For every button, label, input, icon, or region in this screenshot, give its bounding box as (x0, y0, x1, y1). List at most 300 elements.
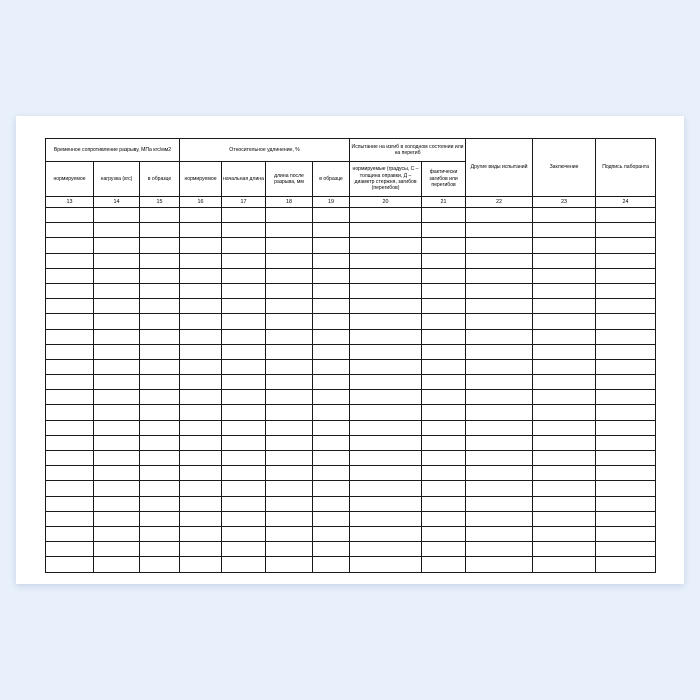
table-cell[interactable] (180, 238, 222, 253)
table-cell[interactable] (46, 253, 94, 268)
table-cell[interactable] (140, 359, 180, 374)
table-cell[interactable] (533, 526, 596, 541)
table-cell[interactable] (466, 557, 533, 572)
table-cell[interactable] (94, 359, 140, 374)
table-cell[interactable] (466, 511, 533, 526)
table-cell[interactable] (466, 283, 533, 298)
table-cell[interactable] (266, 481, 313, 496)
table-cell[interactable] (222, 375, 266, 390)
table-cell[interactable] (422, 375, 466, 390)
table-cell[interactable] (46, 526, 94, 541)
table-cell[interactable] (313, 420, 350, 435)
table-cell[interactable] (180, 496, 222, 511)
table-row[interactable] (46, 268, 656, 283)
table-row[interactable] (46, 557, 656, 572)
table-row[interactable] (46, 375, 656, 390)
table-cell[interactable] (180, 344, 222, 359)
table-cell[interactable] (266, 526, 313, 541)
table-cell[interactable] (140, 526, 180, 541)
table-cell[interactable] (533, 405, 596, 420)
table-cell[interactable] (596, 208, 656, 223)
table-cell[interactable] (533, 329, 596, 344)
table-cell[interactable] (533, 314, 596, 329)
table-cell[interactable] (533, 496, 596, 511)
table-cell[interactable] (266, 542, 313, 557)
table-cell[interactable] (222, 496, 266, 511)
table-cell[interactable] (222, 481, 266, 496)
table-cell[interactable] (350, 344, 422, 359)
table-cell[interactable] (533, 451, 596, 466)
table-cell[interactable] (222, 268, 266, 283)
table-cell[interactable] (533, 375, 596, 390)
table-cell[interactable] (350, 268, 422, 283)
table-cell[interactable] (313, 208, 350, 223)
table-cell[interactable] (180, 299, 222, 314)
table-cell[interactable] (140, 299, 180, 314)
table-row[interactable] (46, 526, 656, 541)
table-cell[interactable] (94, 435, 140, 450)
table-cell[interactable] (180, 329, 222, 344)
table-cell[interactable] (422, 344, 466, 359)
table-row[interactable] (46, 344, 656, 359)
table-cell[interactable] (46, 481, 94, 496)
table-cell[interactable] (313, 314, 350, 329)
table-cell[interactable] (266, 557, 313, 572)
table-cell[interactable] (46, 405, 94, 420)
table-row[interactable] (46, 329, 656, 344)
table-row[interactable] (46, 314, 656, 329)
table-cell[interactable] (596, 238, 656, 253)
table-cell[interactable] (313, 466, 350, 481)
table-cell[interactable] (94, 299, 140, 314)
table-row[interactable] (46, 208, 656, 223)
table-cell[interactable] (222, 238, 266, 253)
table-cell[interactable] (46, 299, 94, 314)
table-cell[interactable] (222, 208, 266, 223)
table-cell[interactable] (313, 557, 350, 572)
table-cell[interactable] (466, 375, 533, 390)
table-cell[interactable] (140, 223, 180, 238)
table-cell[interactable] (533, 511, 596, 526)
table-cell[interactable] (140, 329, 180, 344)
table-cell[interactable] (46, 390, 94, 405)
table-cell[interactable] (596, 496, 656, 511)
table-cell[interactable] (350, 435, 422, 450)
table-cell[interactable] (533, 299, 596, 314)
table-cell[interactable] (140, 253, 180, 268)
table-cell[interactable] (422, 268, 466, 283)
table-cell[interactable] (422, 466, 466, 481)
table-cell[interactable] (46, 359, 94, 374)
table-cell[interactable] (46, 542, 94, 557)
table-cell[interactable] (350, 466, 422, 481)
table-cell[interactable] (180, 420, 222, 435)
table-cell[interactable] (313, 405, 350, 420)
table-cell[interactable] (466, 314, 533, 329)
table-cell[interactable] (350, 208, 422, 223)
table-cell[interactable] (94, 526, 140, 541)
table-cell[interactable] (266, 359, 313, 374)
table-cell[interactable] (266, 223, 313, 238)
table-cell[interactable] (596, 359, 656, 374)
table-cell[interactable] (466, 451, 533, 466)
table-cell[interactable] (422, 451, 466, 466)
table-cell[interactable] (46, 496, 94, 511)
table-cell[interactable] (422, 496, 466, 511)
table-cell[interactable] (596, 526, 656, 541)
table-cell[interactable] (350, 314, 422, 329)
table-cell[interactable] (422, 420, 466, 435)
table-row[interactable] (46, 223, 656, 238)
table-cell[interactable] (94, 496, 140, 511)
table-cell[interactable] (180, 253, 222, 268)
table-cell[interactable] (596, 435, 656, 450)
table-cell[interactable] (422, 283, 466, 298)
table-cell[interactable] (422, 299, 466, 314)
table-row[interactable] (46, 420, 656, 435)
table-cell[interactable] (596, 511, 656, 526)
table-cell[interactable] (266, 496, 313, 511)
table-cell[interactable] (94, 375, 140, 390)
table-cell[interactable] (140, 420, 180, 435)
table-cell[interactable] (596, 375, 656, 390)
table-cell[interactable] (140, 283, 180, 298)
table-cell[interactable] (313, 435, 350, 450)
table-cell[interactable] (222, 542, 266, 557)
table-cell[interactable] (533, 390, 596, 405)
table-cell[interactable] (46, 466, 94, 481)
table-cell[interactable] (94, 223, 140, 238)
table-cell[interactable] (94, 451, 140, 466)
table-cell[interactable] (222, 253, 266, 268)
table-cell[interactable] (313, 253, 350, 268)
table-cell[interactable] (466, 496, 533, 511)
table-cell[interactable] (140, 466, 180, 481)
table-row[interactable] (46, 253, 656, 268)
table-cell[interactable] (140, 375, 180, 390)
table-cell[interactable] (466, 329, 533, 344)
table-row[interactable] (46, 435, 656, 450)
table-cell[interactable] (533, 223, 596, 238)
table-cell[interactable] (466, 435, 533, 450)
table-cell[interactable] (140, 496, 180, 511)
table-cell[interactable] (596, 390, 656, 405)
table-cell[interactable] (596, 223, 656, 238)
table-cell[interactable] (46, 451, 94, 466)
table-cell[interactable] (222, 283, 266, 298)
table-cell[interactable] (140, 481, 180, 496)
table-cell[interactable] (313, 526, 350, 541)
table-cell[interactable] (596, 451, 656, 466)
table-cell[interactable] (422, 253, 466, 268)
table-cell[interactable] (596, 314, 656, 329)
table-cell[interactable] (533, 208, 596, 223)
table-cell[interactable] (94, 481, 140, 496)
table-cell[interactable] (222, 329, 266, 344)
table-cell[interactable] (46, 283, 94, 298)
table-cell[interactable] (266, 208, 313, 223)
table-cell[interactable] (46, 329, 94, 344)
table-cell[interactable] (313, 238, 350, 253)
table-cell[interactable] (222, 451, 266, 466)
table-cell[interactable] (222, 299, 266, 314)
table-row[interactable] (46, 238, 656, 253)
table-cell[interactable] (222, 526, 266, 541)
table-cell[interactable] (422, 329, 466, 344)
table-cell[interactable] (596, 481, 656, 496)
table-cell[interactable] (94, 344, 140, 359)
table-cell[interactable] (140, 314, 180, 329)
table-cell[interactable] (266, 451, 313, 466)
table-row[interactable] (46, 390, 656, 405)
table-cell[interactable] (140, 208, 180, 223)
table-cell[interactable] (46, 420, 94, 435)
table-cell[interactable] (140, 405, 180, 420)
table-cell[interactable] (350, 238, 422, 253)
table-cell[interactable] (350, 420, 422, 435)
table-cell[interactable] (350, 451, 422, 466)
table-cell[interactable] (466, 253, 533, 268)
table-cell[interactable] (266, 375, 313, 390)
table-cell[interactable] (596, 253, 656, 268)
table-cell[interactable] (350, 283, 422, 298)
table-cell[interactable] (46, 557, 94, 572)
table-cell[interactable] (313, 542, 350, 557)
table-cell[interactable] (46, 344, 94, 359)
table-cell[interactable] (533, 435, 596, 450)
table-cell[interactable] (94, 238, 140, 253)
table-cell[interactable] (466, 344, 533, 359)
table-cell[interactable] (350, 481, 422, 496)
table-cell[interactable] (596, 329, 656, 344)
table-cell[interactable] (222, 420, 266, 435)
table-cell[interactable] (180, 542, 222, 557)
table-cell[interactable] (94, 542, 140, 557)
table-cell[interactable] (266, 420, 313, 435)
table-cell[interactable] (94, 511, 140, 526)
table-cell[interactable] (180, 451, 222, 466)
table-cell[interactable] (222, 435, 266, 450)
table-cell[interactable] (94, 314, 140, 329)
table-cell[interactable] (350, 359, 422, 374)
table-cell[interactable] (46, 435, 94, 450)
table-cell[interactable] (533, 238, 596, 253)
table-cell[interactable] (466, 238, 533, 253)
table-cell[interactable] (533, 466, 596, 481)
table-cell[interactable] (180, 359, 222, 374)
table-cell[interactable] (422, 223, 466, 238)
table-cell[interactable] (466, 466, 533, 481)
table-cell[interactable] (46, 208, 94, 223)
table-cell[interactable] (266, 299, 313, 314)
table-cell[interactable] (94, 268, 140, 283)
table-cell[interactable] (180, 466, 222, 481)
table-cell[interactable] (140, 451, 180, 466)
table-cell[interactable] (180, 375, 222, 390)
table-cell[interactable] (266, 466, 313, 481)
table-cell[interactable] (533, 283, 596, 298)
table-cell[interactable] (140, 238, 180, 253)
table-cell[interactable] (46, 268, 94, 283)
table-cell[interactable] (466, 542, 533, 557)
table-cell[interactable] (46, 223, 94, 238)
table-cell[interactable] (94, 466, 140, 481)
table-cell[interactable] (596, 405, 656, 420)
table-cell[interactable] (350, 542, 422, 557)
table-row[interactable] (46, 542, 656, 557)
table-cell[interactable] (596, 542, 656, 557)
table-cell[interactable] (222, 466, 266, 481)
table-cell[interactable] (140, 511, 180, 526)
table-cell[interactable] (266, 511, 313, 526)
table-cell[interactable] (94, 420, 140, 435)
table-cell[interactable] (422, 557, 466, 572)
table-cell[interactable] (266, 329, 313, 344)
table-row[interactable] (46, 496, 656, 511)
table-cell[interactable] (222, 405, 266, 420)
table-cell[interactable] (180, 511, 222, 526)
table-cell[interactable] (266, 253, 313, 268)
table-cell[interactable] (180, 435, 222, 450)
table-cell[interactable] (466, 223, 533, 238)
table-row[interactable] (46, 451, 656, 466)
table-cell[interactable] (422, 238, 466, 253)
table-cell[interactable] (140, 435, 180, 450)
table-cell[interactable] (266, 238, 313, 253)
table-cell[interactable] (422, 481, 466, 496)
table-cell[interactable] (94, 329, 140, 344)
table-cell[interactable] (350, 557, 422, 572)
table-cell[interactable] (313, 390, 350, 405)
table-cell[interactable] (350, 329, 422, 344)
table-cell[interactable] (313, 299, 350, 314)
table-cell[interactable] (180, 557, 222, 572)
table-cell[interactable] (140, 542, 180, 557)
table-cell[interactable] (94, 283, 140, 298)
table-cell[interactable] (533, 420, 596, 435)
table-cell[interactable] (422, 208, 466, 223)
table-cell[interactable] (266, 435, 313, 450)
table-cell[interactable] (350, 390, 422, 405)
table-cell[interactable] (466, 208, 533, 223)
table-cell[interactable] (466, 481, 533, 496)
table-row[interactable] (46, 359, 656, 374)
table-cell[interactable] (266, 268, 313, 283)
table-cell[interactable] (350, 253, 422, 268)
table-cell[interactable] (222, 359, 266, 374)
table-cell[interactable] (350, 526, 422, 541)
table-cell[interactable] (180, 405, 222, 420)
table-cell[interactable] (180, 268, 222, 283)
table-cell[interactable] (422, 435, 466, 450)
table-cell[interactable] (313, 511, 350, 526)
table-cell[interactable] (313, 359, 350, 374)
table-cell[interactable] (140, 344, 180, 359)
table-cell[interactable] (46, 314, 94, 329)
table-cell[interactable] (533, 542, 596, 557)
table-cell[interactable] (180, 481, 222, 496)
table-row[interactable] (46, 481, 656, 496)
table-cell[interactable] (266, 405, 313, 420)
table-row[interactable] (46, 283, 656, 298)
table-cell[interactable] (140, 390, 180, 405)
table-cell[interactable] (596, 420, 656, 435)
table-cell[interactable] (180, 526, 222, 541)
table-cell[interactable] (180, 223, 222, 238)
table-cell[interactable] (350, 299, 422, 314)
table-cell[interactable] (596, 299, 656, 314)
table-cell[interactable] (313, 496, 350, 511)
table-cell[interactable] (533, 344, 596, 359)
table-cell[interactable] (533, 268, 596, 283)
table-cell[interactable] (313, 283, 350, 298)
table-cell[interactable] (94, 557, 140, 572)
table-cell[interactable] (596, 344, 656, 359)
table-cell[interactable] (94, 390, 140, 405)
table-cell[interactable] (422, 511, 466, 526)
table-cell[interactable] (313, 451, 350, 466)
table-cell[interactable] (350, 496, 422, 511)
table-cell[interactable] (222, 223, 266, 238)
table-cell[interactable] (222, 511, 266, 526)
table-cell[interactable] (46, 375, 94, 390)
table-cell[interactable] (46, 511, 94, 526)
table-cell[interactable] (140, 557, 180, 572)
table-cell[interactable] (422, 390, 466, 405)
table-cell[interactable] (222, 390, 266, 405)
table-row[interactable] (46, 299, 656, 314)
table-cell[interactable] (596, 466, 656, 481)
table-cell[interactable] (596, 557, 656, 572)
table-cell[interactable] (266, 283, 313, 298)
table-cell[interactable] (466, 268, 533, 283)
table-cell[interactable] (222, 344, 266, 359)
table-cell[interactable] (266, 314, 313, 329)
table-cell[interactable] (422, 314, 466, 329)
table-row[interactable] (46, 405, 656, 420)
table-cell[interactable] (46, 238, 94, 253)
table-cell[interactable] (313, 344, 350, 359)
table-cell[interactable] (466, 390, 533, 405)
table-cell[interactable] (533, 557, 596, 572)
table-cell[interactable] (180, 283, 222, 298)
table-cell[interactable] (266, 344, 313, 359)
table-cell[interactable] (350, 223, 422, 238)
table-cell[interactable] (313, 481, 350, 496)
table-cell[interactable] (313, 268, 350, 283)
table-cell[interactable] (180, 390, 222, 405)
table-cell[interactable] (422, 405, 466, 420)
table-cell[interactable] (266, 390, 313, 405)
table-cell[interactable] (313, 329, 350, 344)
table-cell[interactable] (140, 268, 180, 283)
table-cell[interactable] (94, 253, 140, 268)
table-row[interactable] (46, 511, 656, 526)
table-cell[interactable] (466, 299, 533, 314)
table-cell[interactable] (422, 526, 466, 541)
table-row[interactable] (46, 466, 656, 481)
table-cell[interactable] (222, 557, 266, 572)
table-cell[interactable] (466, 420, 533, 435)
table-cell[interactable] (596, 283, 656, 298)
table-cell[interactable] (422, 542, 466, 557)
table-cell[interactable] (313, 375, 350, 390)
table-cell[interactable] (533, 481, 596, 496)
table-cell[interactable] (596, 268, 656, 283)
table-cell[interactable] (350, 375, 422, 390)
table-cell[interactable] (466, 359, 533, 374)
table-cell[interactable] (180, 314, 222, 329)
